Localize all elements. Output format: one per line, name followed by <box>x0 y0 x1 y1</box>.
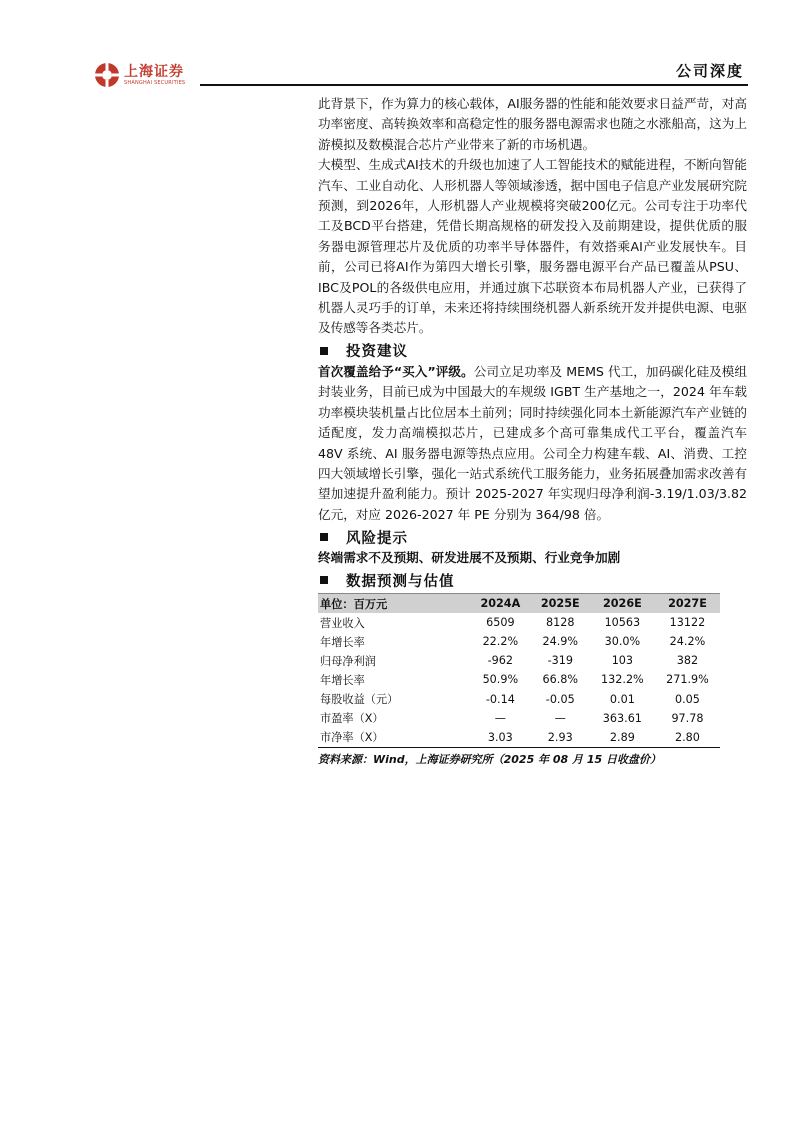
table-cell: 66.8% <box>542 673 579 687</box>
forecast-section-heading <box>318 569 747 591</box>
intro-paragraph-1: 此背景下，作为算力的核心载体，AI服务器的性能和能效要求日益严苛，对高功率密度、高转换效率和高稳定性的服务器电源需求也随之水涨船高，这为上游模拟及数模混合芯片产业带来了新的市场机遇。 <box>318 96 747 152</box>
forecast-header-row <box>318 594 720 614</box>
header-cell-2027e: 2027E <box>655 594 720 614</box>
logo-en-text: SHANGHAI SECURITIES <box>124 79 186 86</box>
table-cell: 97.78 <box>671 711 704 725</box>
table-cell: 0.05 <box>674 692 700 706</box>
logo-emblem-icon <box>94 62 120 88</box>
table-row <box>318 709 720 728</box>
table-cell: 8128 <box>546 616 575 630</box>
page-header <box>0 0 794 92</box>
forecast-table <box>318 593 720 748</box>
main-content <box>318 94 747 767</box>
row-label: 年增长率 <box>320 635 365 649</box>
section-bullet-icon <box>320 576 328 584</box>
table-cell: -0.14 <box>485 692 515 706</box>
table-cell: -0.05 <box>545 692 575 706</box>
table-cell: 30.0% <box>604 635 641 649</box>
table-cell: 10563 <box>604 616 641 630</box>
header-divider <box>200 84 748 86</box>
table-cell: 24.2% <box>669 635 706 649</box>
table-cell: 50.9% <box>482 673 519 687</box>
header-cell-2026e: 2026E <box>590 594 655 614</box>
table-cell: 271.9% <box>666 673 709 687</box>
header-cell-unit: 单位：百万元 <box>318 594 470 614</box>
table-cell: 0.01 <box>609 692 635 706</box>
row-label: 归母净利润 <box>320 654 376 668</box>
header-cell-2024a: 2024A <box>470 594 531 614</box>
investment-paragraph <box>318 362 747 525</box>
row-label: 市盈率（X） <box>320 712 384 726</box>
table-cell: 22.2% <box>482 635 519 649</box>
table-row <box>318 690 720 709</box>
table-row <box>318 632 720 651</box>
risk-section-heading <box>318 526 747 548</box>
investment-body: 公司立足功率及 MEMS 代工，加码碳化硅及模组封装业务，目前已成为中国最大的车规级 IGBT 生产基地之一，2024 年车载功率模块装机量占比位居本土前列；同时持续强化同本土新能源汽车产业链的适配度，发力高端模拟芯片，已建成多个高可靠集成代工平台，覆盖汽车 48V 系统、AI 服务器电源等热点应用。公司全力构建车载、AI、消费、工控四大领域增长引擎，强化一站式系统代工服务能力，业务拓展叠加需求改善有望加速提升盈利能力。预计 2025-2027 年实现归母净利润-3.19/1.03/3.82 亿元，对应 2026-2027 年 PE 分别为 364/98 倍。 <box>318 363 747 522</box>
table-row <box>318 670 720 689</box>
table-cell: -962 <box>487 654 514 668</box>
table-row <box>318 651 720 670</box>
table-cell: -319 <box>547 654 573 668</box>
forecast-title: 数据预测与估值 <box>346 573 455 590</box>
header-cell-2025e: 2025E <box>531 594 590 614</box>
table-cell: — <box>554 711 566 725</box>
section-bullet-icon <box>320 533 328 541</box>
risk-text: 终端需求不及预期、研发进展不及预期、行业竞争加剧 <box>318 550 621 566</box>
table-cell: 6509 <box>486 616 515 630</box>
table-cell: 3.03 <box>470 728 531 748</box>
row-label: 市净率（X） <box>318 728 470 748</box>
table-cell: 382 <box>676 654 699 668</box>
row-label: 年增长率 <box>320 673 365 687</box>
document-type-label: 公司深度 <box>675 62 744 80</box>
investment-section-heading <box>318 340 747 362</box>
table-cell: 2.80 <box>655 728 720 748</box>
table-row <box>318 613 720 632</box>
table-cell: 24.9% <box>542 635 579 649</box>
row-label: 每股收益（元） <box>320 693 399 707</box>
company-logo <box>94 62 185 88</box>
table-cell: 2.93 <box>531 728 590 748</box>
investment-title: 投资建议 <box>346 344 408 361</box>
table-cell: 2.89 <box>590 728 655 748</box>
table-cell: 132.2% <box>601 673 644 687</box>
risk-title: 风险提示 <box>346 530 408 547</box>
table-row <box>318 728 720 748</box>
table-cell: 363.61 <box>602 711 642 725</box>
section-bullet-icon <box>320 347 328 355</box>
row-label: 营业收入 <box>320 616 365 630</box>
table-cell: 13122 <box>669 616 706 630</box>
table-source-note: 资料来源：Wind，上海证券研究所（2025 年 08 月 15 日收盘价） <box>318 752 661 766</box>
investment-lead: 首次覆盖给予“买入”评级。 <box>318 363 474 379</box>
table-cell: 103 <box>611 654 634 668</box>
intro-paragraph-2: 大模型、生成式AI技术的升级也加速了人工智能技术的赋能进程，不断向智能汽车、工业自动化、人形机器人等领域渗透，据中国电子信息产业发展研究院预测，到2026年，人形机器人产业规模将突破200亿元。公司专注于功率代工及BCD平台搭建，凭借长期高规格的研发投入及前期建设，提供优质的服务器电源管理芯片及优质的功率半导体器件，有效搭乘AI产业发展快车。目前，公司已将AI作为第四大增长引擎，服务器电源平台产品已覆盖从PSU、IBC及POL的各级供电应用，并通过旗下芯联资本布局机器人产业，已获得了机器人灵巧手的订单，未来还将持续围绕机器人新系统开发并提供电源、电驱及传感等各类芯片。 <box>318 157 747 336</box>
table-cell: — <box>494 711 506 725</box>
logo-cn-text: 上海证券 <box>124 63 184 80</box>
